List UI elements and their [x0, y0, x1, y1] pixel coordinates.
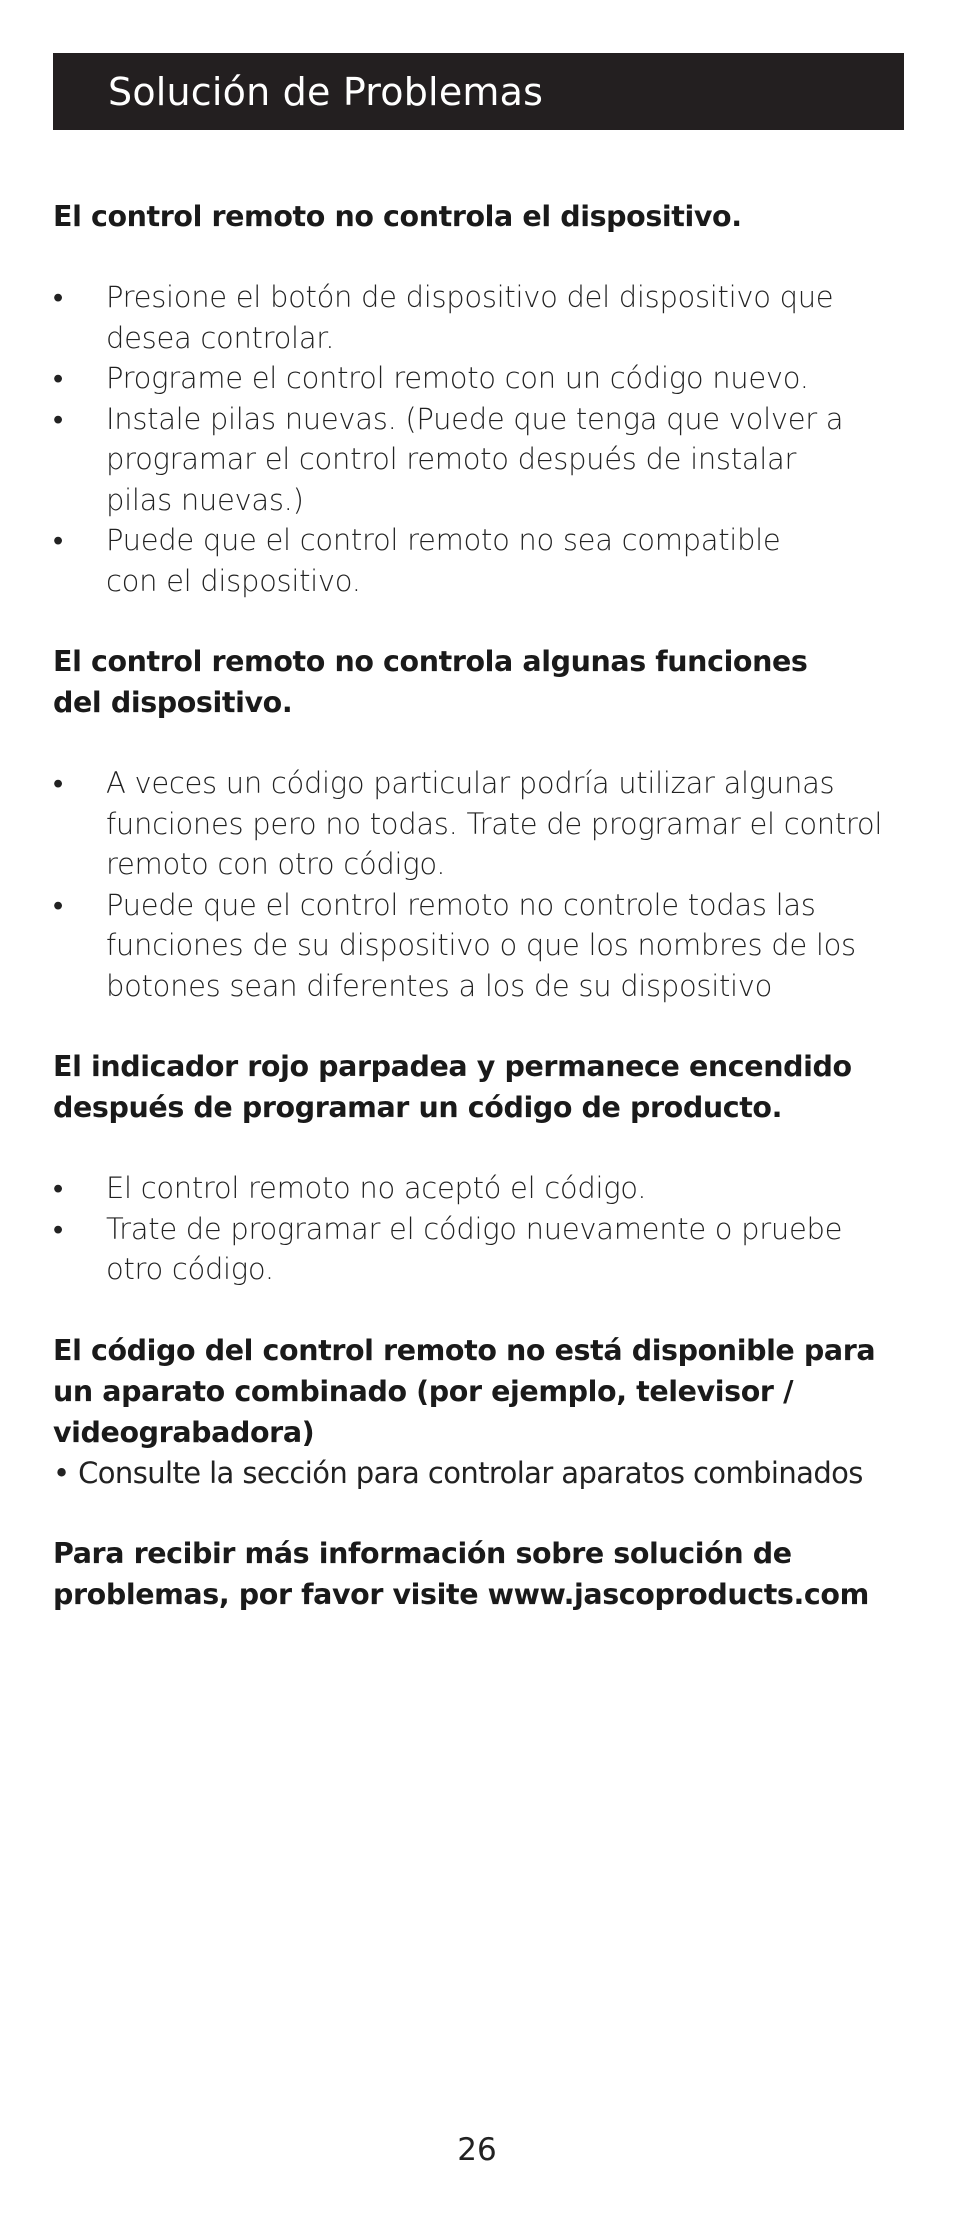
problem-heading-line: El control remoto no controla el dispositivo. [53, 200, 742, 233]
more-info-text [53, 1533, 913, 1615]
troubleshooting-section [53, 196, 913, 601]
solution-list [53, 1168, 913, 1290]
solution-item [53, 277, 913, 358]
solution-item [53, 399, 913, 521]
solution-text-line: funciones pero no todas. Trate de programar el control [106, 806, 883, 841]
solution-item [53, 1209, 913, 1290]
more-info-line: Para recibir más información sobre solución de [53, 1537, 792, 1570]
problem-heading-line: El control remoto no controla algunas funciones [53, 645, 808, 678]
solution-text-line: Instale pilas nuevas. (Puede que tenga que volver a [106, 401, 844, 436]
bullet-icon: • [53, 361, 63, 395]
troubleshooting-section [53, 641, 913, 1006]
solution-text-line: El control remoto no aceptó el código. [106, 1171, 647, 1205]
bullet-icon: • [53, 1211, 63, 1246]
solution-text-line: Programe el control remoto con un código nuevo. [106, 361, 809, 395]
solution-item [53, 885, 913, 1007]
solution-text-line: pilas nuevas.) [106, 482, 304, 517]
solution-list [53, 277, 913, 601]
page-title: Solución de Problemas [108, 69, 544, 114]
solution-text-line: Presione el botón de dispositivo del dispositivo que [106, 280, 834, 314]
solution-text-line: funciones de su dispositivo o que los nombres de los [106, 928, 856, 962]
problem-heading [53, 1046, 913, 1128]
troubleshooting-section [53, 1330, 913, 1494]
problem-heading-line: después de programar un código de producto. [53, 1091, 783, 1124]
solution-text-line: programar el control remoto después de instalar [106, 442, 797, 476]
bullet-icon: • [53, 766, 63, 800]
problem-heading [53, 641, 913, 723]
bullet-icon: • [53, 887, 63, 922]
problem-heading-line: del dispositivo. [53, 686, 293, 719]
solution-text-line: Trate de programar el código nuevamente o pruebe [106, 1211, 843, 1246]
solution-text-line: Puede que el control remoto no sea compatible [106, 523, 781, 557]
troubleshooting-section [53, 1046, 913, 1290]
more-info-line: problemas, por favor visite www.jascoproducts.com [53, 1578, 869, 1611]
problem-heading-line: un aparato combinado (por ejemplo, televisor / [53, 1374, 794, 1408]
bullet-icon: • [53, 523, 63, 557]
solution-text-line: desea controlar. [106, 320, 335, 355]
problem-heading [53, 1330, 913, 1453]
problem-heading-line: El indicador rojo parpadea y permanece encendido [53, 1050, 852, 1083]
solution-item [53, 1168, 913, 1209]
solution-text-line: otro código. [106, 1252, 274, 1286]
bullet-icon: • [53, 401, 63, 436]
solution-text-line: remoto con otro código. [106, 847, 446, 881]
solution-list [53, 763, 913, 1006]
problem-heading-line: El código del control remoto no está disponible para [53, 1333, 876, 1367]
more-info-section [53, 1533, 913, 1615]
solution-item [53, 358, 913, 399]
solution-note: • Consulte la sección para controlar aparatos combinados [53, 1455, 863, 1490]
page-number: 26 [457, 2132, 497, 2168]
section-header-bar [53, 53, 904, 130]
problem-heading [53, 196, 913, 237]
bullet-icon: • [53, 1171, 63, 1205]
solution-text-line: con el dispositivo. [106, 563, 361, 598]
solution-text-line: A veces un código particular podría utilizar algunas [106, 766, 835, 800]
solution-item [53, 520, 913, 601]
bullet-icon: • [53, 280, 63, 314]
solution-item [53, 763, 913, 885]
solution-text-line: Puede que el control remoto no controle todas las [106, 887, 816, 922]
troubleshooting-content [53, 196, 913, 1655]
problem-heading-line: videograbadora) [53, 1415, 315, 1449]
solution-text-line: botones sean diferentes a los de su dispositivo [106, 968, 773, 1003]
